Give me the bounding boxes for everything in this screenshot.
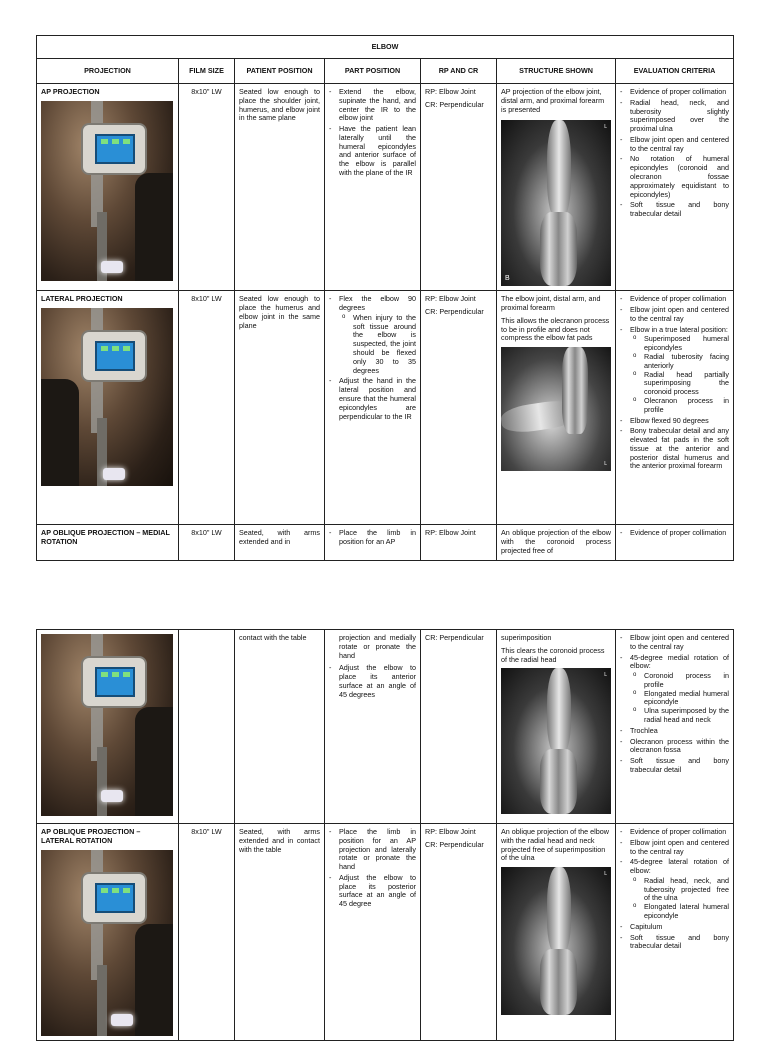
list-item: o Coronoid process in profile	[644, 672, 729, 690]
list-item: - Elbow joint open and centered to the central ray	[630, 136, 729, 154]
table-row	[37, 291, 734, 525]
patient-position: Seated low enough to place the shoulder joint, humerus, and elbow joint in the same plane	[235, 84, 325, 291]
projection-name: AP OBLIQUE PROJECTION – LATERAL ROTATION	[41, 827, 141, 845]
rp-text: RP: Elbow Joint	[425, 827, 476, 836]
list-item: - Have the patient lean laterally until the humeral epicondyles and anterior surface of the elbow is parallel with the plane of the IR	[339, 125, 416, 178]
header-structure-shown: STRUCTURE SHOWN	[497, 59, 616, 84]
evaluation-criteria	[616, 84, 734, 291]
list-item: - Trochlea	[630, 727, 729, 736]
list-item: - Extend the elbow, supinate the hand, and center the IR to the elbow joint	[339, 88, 416, 123]
list-item: - Soft tissue and bony trabecular detail	[630, 201, 729, 219]
rp-cr	[421, 84, 497, 291]
list-item: o When injury to the soft tissue around the elbow is suspected, the joint should be flexed only 30 to 35 degrees	[353, 314, 416, 375]
list-item: o Ulna superimposed by the radial head and neck	[644, 707, 729, 725]
positioning-photo	[41, 850, 173, 1036]
cr-text: CR: Perpendicular	[425, 307, 484, 317]
list-item: - Capitulum	[630, 923, 729, 932]
evaluation-criteria	[616, 824, 734, 1041]
header-rp-cr: RP AND CR	[421, 59, 497, 84]
xray-marker: L	[604, 871, 607, 878]
rp-cr	[421, 525, 497, 560]
rp-text: RP: Elbow Joint	[425, 528, 476, 538]
structure-shown	[497, 291, 616, 525]
table-row	[37, 824, 734, 1041]
xray-image	[501, 867, 611, 1015]
table-row	[37, 630, 734, 824]
list-item: o Superimposed humeral epicondyles	[644, 335, 729, 353]
list-item: - Elbow flexed 90 degrees	[630, 417, 729, 426]
structure-shown	[497, 84, 616, 291]
structure-text: This clears the coronoid process of the radial head	[501, 645, 605, 664]
film-size: 8x10" LW	[179, 291, 235, 525]
xray-image	[501, 120, 611, 286]
table-row	[37, 525, 734, 560]
list-item: - 45-degree medial rotation of elbow: o Coronoid process in profile o Elongated medial humeral epicondyle o Ulna superimposed by the radial head and neck	[630, 654, 729, 725]
xray-marker: L	[604, 672, 607, 679]
cr-text: CR: Perpendicular	[425, 99, 484, 109]
list-item: - Evidence of proper collimation	[630, 295, 729, 304]
list-item: - Place the limb in position for an AP projection and laterally rotate or pronate the hand	[339, 828, 416, 872]
cr-text: CR: Perpendicular	[425, 633, 484, 642]
part-position	[325, 84, 421, 291]
rp-text: RP: Elbow Joint	[425, 294, 476, 304]
xray-letter: B	[505, 274, 510, 282]
table-title: ELBOW	[37, 36, 734, 59]
evaluation-criteria	[616, 291, 734, 525]
film-size: 8x10" LW	[179, 824, 235, 1041]
part-position-text: projection and medially rotate or pronate the hand	[339, 633, 416, 660]
list-item: - Soft tissue and bony trabecular detail	[630, 934, 729, 952]
projection-name: AP PROJECTION	[41, 87, 100, 96]
list-item: o Radial tuberosity facing anteriorly	[644, 353, 729, 371]
elbow-table-page2	[36, 629, 734, 1041]
rp-cr	[421, 824, 497, 1041]
part-position	[325, 824, 421, 1041]
film-size: 8x10" LW	[179, 525, 235, 560]
list-item: - Olecranon process within the olecranon fossa	[630, 738, 729, 756]
xray-marker: L	[604, 461, 607, 468]
projection-name: LATERAL PROJECTION	[41, 294, 123, 304]
list-item: - Elbow joint open and centered to the central ray	[630, 306, 729, 324]
list-item: - Soft tissue and bony trabecular detail	[630, 757, 729, 775]
positioning-photo	[41, 634, 173, 816]
rp-text: RP: Elbow Joint	[425, 87, 476, 96]
positioning-photo	[41, 308, 173, 486]
list-item: - Elbow joint open and centered to the central ray	[630, 634, 729, 652]
xray-image	[501, 668, 611, 814]
list-item: o Elongated lateral humeral epicondyle	[644, 903, 729, 921]
list-item: - Bony trabecular detail and any elevated fat pads in the soft tissue at the anterior and posterior distal humerus and the anterior proximal forearm	[630, 427, 729, 471]
rp-cr	[421, 630, 497, 824]
xray-marker: L	[604, 124, 607, 131]
structure-shown	[497, 630, 616, 824]
patient-position: Seated, with arms extended and in	[235, 525, 325, 560]
list-item: - 45-degree lateral rotation of elbow: o Radial head, neck, and tuberosity projected free of the ulna o Elongated lateral humeral epicondyle	[630, 858, 729, 920]
list-item: - Elbow joint open and centered to the central ray	[630, 839, 729, 857]
patient-position: Seated, with arms extended and in contact with the table	[235, 824, 325, 1041]
projection-name: AP OBLIQUE PROJECTION – MEDIAL ROTATION	[41, 528, 170, 547]
patient-position: Seated low enough to place the humerus and elbow joint in the same plane	[235, 291, 325, 525]
list-item: - Evidence of proper collimation	[630, 529, 729, 538]
list-item: - Flex the elbow 90 degrees o When injury to the soft tissue around the elbow is suspected, the joint should be flexed only 30 to 35 degrees	[339, 295, 416, 375]
rp-cr	[421, 291, 497, 525]
header-projection: PROJECTION	[37, 59, 179, 84]
header-film-size: FILM SIZE	[179, 59, 235, 84]
patient-position: contact with the table	[235, 630, 325, 824]
structure-text: An oblique projection of the elbow with the radial head and neck projected free of superimposition of the ulna	[501, 827, 609, 863]
structure-shown	[497, 824, 616, 1041]
list-item: - Elbow in a true lateral position: o Superimposed humeral epicondyles o Radial tuberosity facing anteriorly o Radial head partially superimposing the coronoid process o Olecranon process in profile	[630, 326, 729, 415]
structure-shown: An oblique projection of the elbow with the coronoid process projected free of	[497, 525, 616, 560]
list-item: o Radial head partially superimposing the coronoid process	[644, 371, 729, 397]
header-patient-position: PATIENT POSITION	[235, 59, 325, 84]
header-part-position: PART POSITION	[325, 59, 421, 84]
list-item: - Evidence of proper collimation	[630, 828, 729, 837]
structure-text: AP projection of the elbow joint, distal arm, and proximal forearm is presented	[501, 87, 605, 114]
film-size: 8x10" LW	[179, 84, 235, 291]
evaluation-criteria	[616, 525, 734, 560]
part-position	[325, 525, 421, 560]
structure-text: superimposition	[501, 633, 552, 642]
list-item: o Elongated medial humeral epicondyle	[644, 690, 729, 708]
structure-text: The elbow joint, distal arm, and proximal forearm	[501, 294, 601, 313]
list-item: - Adjust the hand in the lateral position and ensure that the humeral epicondyles are perpendicular to the IR	[339, 377, 416, 421]
structure-text: This allows the olecranon process to be in profile and does not compress the elbow fat pads	[501, 315, 610, 343]
list-item: - Evidence of proper collimation	[630, 88, 729, 97]
list-item: - Place the limb in position for an AP	[339, 529, 416, 547]
table-row	[37, 84, 734, 291]
part-position	[325, 630, 421, 824]
list-item: - Adjust the elbow to place its posterior surface at an angle of 45 degree	[339, 874, 416, 909]
header-evaluation-criteria: EVALUATION CRITERIA	[616, 59, 734, 84]
list-item: o Olecranon process in profile	[644, 397, 729, 415]
part-position	[325, 291, 421, 525]
evaluation-criteria	[616, 630, 734, 824]
elbow-table-page1	[36, 35, 734, 561]
list-item: - Adjust the elbow to place its anterior surface at an angle of 45 degrees	[339, 664, 416, 699]
list-item: - Radial head, neck, and tuberosity slightly superimposed over the proximal ulna	[630, 99, 729, 134]
list-item: o Radial head, neck, and tuberosity projected free of the ulna	[644, 877, 729, 903]
xray-image	[501, 347, 611, 471]
cr-text: CR: Perpendicular	[425, 839, 484, 849]
positioning-photo	[41, 101, 173, 281]
list-item: - No rotation of humeral epicondyles (coronoid and olecranon fossae approximately equidistant to epicondyles)	[630, 155, 729, 199]
